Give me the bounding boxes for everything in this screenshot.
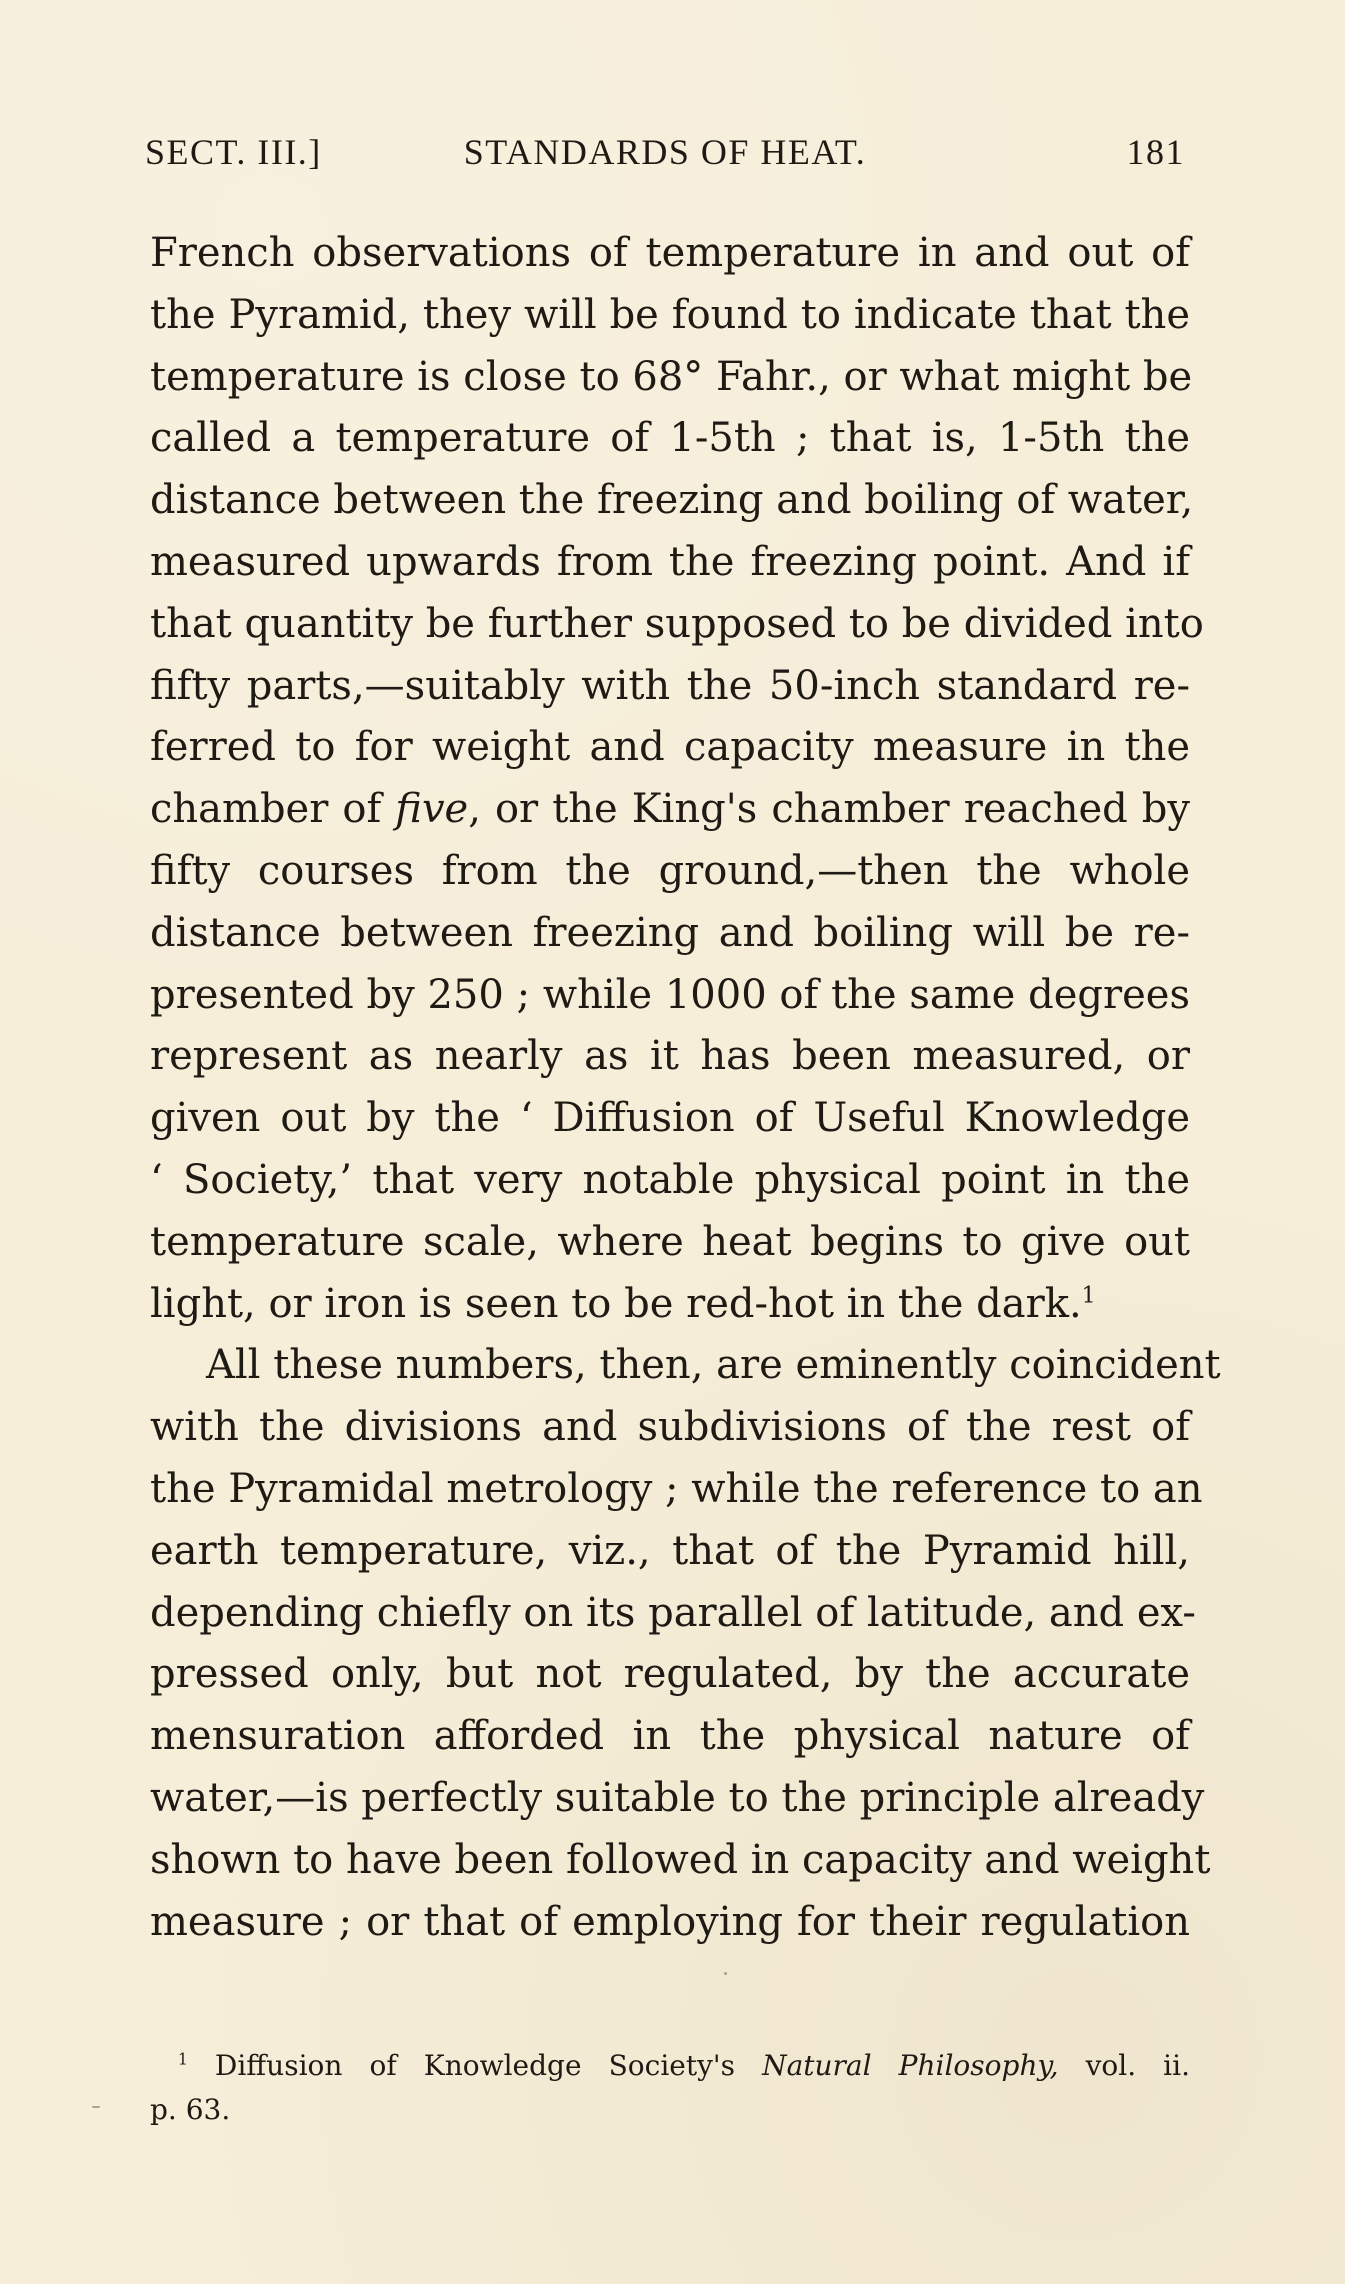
- text-line-26: water,—is perfectly suitable to the principle already: [150, 1774, 1205, 1821]
- text-line-27: shown to have been followed in capacity and weight: [150, 1836, 1211, 1883]
- paper-speck-mark: [724, 1972, 727, 1975]
- footnote-marker: 1: [178, 2050, 188, 2069]
- italic-word-five: five: [395, 786, 469, 833]
- text-line-17: temperature scale, where heat begins to give out: [150, 1218, 1190, 1265]
- text-line-25: mensuration afforded in the physical nature of: [150, 1713, 1190, 1760]
- footnote-line-1: [150, 2044, 1190, 2088]
- footnote: [150, 2044, 1190, 2132]
- page-number: 181: [1126, 132, 1185, 172]
- text-line-13: presented by 250 ; while 1000 of the same degrees: [150, 971, 1190, 1018]
- text-line-14: represent as nearly as it has been measured, or: [150, 1033, 1190, 1080]
- main-text: [150, 223, 1221, 1953]
- text-line-15: given out by the ‘ Diffusion of Useful Knowledge: [150, 1095, 1190, 1142]
- text-line-9: ferred to for weight and capacity measure in the: [150, 724, 1190, 771]
- text-line-20: with the divisions and subdivisions of the rest of: [150, 1404, 1190, 1451]
- page-title: STANDARDS OF HEAT.: [463, 132, 867, 172]
- text-line-11: fifty courses from the ground,—then the whole: [150, 847, 1190, 894]
- footnote-text-after: vol. ii.: [1058, 2049, 1190, 2082]
- margin-dash-mark: [92, 2106, 100, 2108]
- text-line-22: earth temperature, viz., that of the Pyramid hill,: [150, 1527, 1190, 1574]
- footnote-book-title: Natural Philosophy,: [762, 2049, 1059, 2082]
- text-line-23: depending chiefly on its parallel of latitude, and ex-: [150, 1589, 1196, 1636]
- section-heading: SECT. III.]: [145, 132, 322, 172]
- running-header: [145, 131, 1185, 179]
- text-line-1: French observations of temperature in and out of: [150, 230, 1190, 276]
- text-line-19: All these numbers, then, are eminently coincident: [206, 1342, 1221, 1389]
- text-line-7: that quantity be further supposed to be divided into: [150, 600, 1204, 647]
- footnote-reference: 1: [1081, 1283, 1096, 1309]
- text-line-24: pressed only, but not regulated, by the accurate: [150, 1651, 1190, 1698]
- text-line-21: the Pyramidal metrology ; while the reference to an: [150, 1465, 1203, 1512]
- text-line-18-prefix: light, or iron is seen to be red-hot in the dark.: [150, 1280, 1082, 1327]
- text-line-10-suffix: , or the King's chamber reached by: [468, 786, 1191, 833]
- text-line-10-prefix: chamber of: [150, 786, 396, 833]
- text-line-28: measure ; or that of employing for their regulation: [150, 1898, 1190, 1945]
- footnote-text-before: Diffusion of Knowledge Society's: [187, 2049, 763, 2082]
- text-line-10: [150, 779, 1190, 841]
- text-line-4: called a temperature of 1-5th ; that is, 1-5th the: [150, 415, 1190, 462]
- text-line-6: measured upwards from the freezing point. And if: [150, 538, 1190, 585]
- text-line-18: [150, 1274, 1190, 1336]
- text-line-2: the Pyramid, they will be found to indicate that the: [150, 291, 1190, 338]
- text-line-16: ‘ Society,’ that very notable physical point in the: [150, 1156, 1190, 1203]
- text-line-8: fifty parts,—suitably with the 50-inch standard re-: [150, 662, 1190, 709]
- footnote-line-2: p. 63.: [150, 2093, 231, 2126]
- text-line-3: temperature is close to 68° Fahr., or what might be: [150, 353, 1193, 400]
- text-line-5: distance between the freezing and boiling of water,: [150, 477, 1194, 524]
- text-line-12: distance between freezing and boiling will be re-: [150, 909, 1190, 956]
